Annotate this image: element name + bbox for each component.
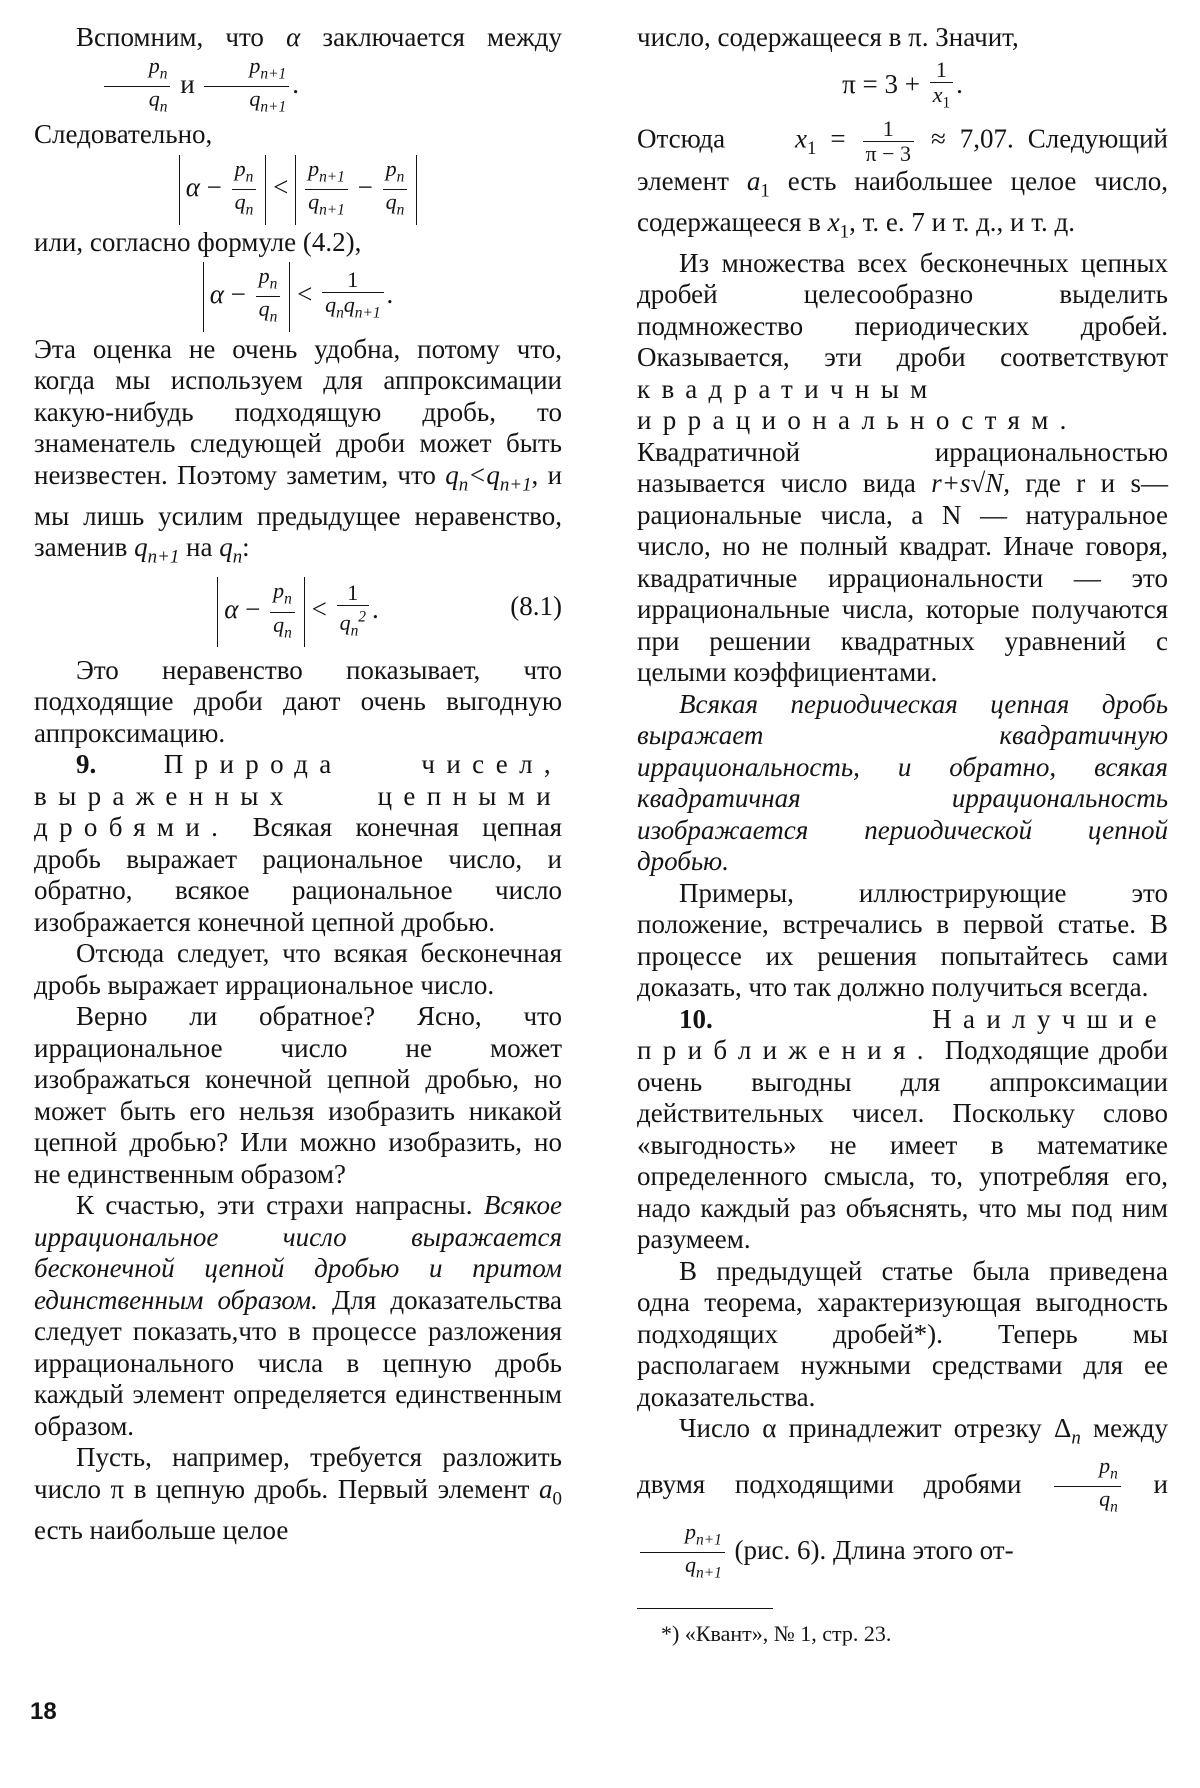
footnote-divider — [637, 1608, 773, 1609]
fraction-pn1-qn1: $\frac{p_{n+1}}{q_{n+1}}$ — [204, 54, 289, 120]
paragraph-recall: Вспомним, что α заключается между $\frac{p_n}{q_n}$ и $\frac{p_{n+1}}{q_{n+1}}$ . — [34, 22, 562, 119]
equation-number: (8.1) — [510, 591, 562, 622]
paragraph-estimate: Эта оценка не очень удобна, потому что, когда мы используем для аппроксимации какую-нибудь подходящую дробь, то знаменатель следующей дроби может быть неизвестен. Поэтому заметим, что $q_n<q_{n+1}$, и мы лишь усилим предыдущее неравенство, заменив $q_{n+1}$ на $q_n$: — [34, 333, 563, 568]
formula-pi: π = 3 + $\frac{1}{x_1}$ . — [842, 56, 963, 111]
paragraph-infinite: Отсюда следует, что всякая бесконечная дробь выражает иррациональное число. — [34, 938, 562, 1000]
paragraph-converse: Верно ли обратное? Ясно, что иррациональное число не может изображаться конечной цепной дробью, но может быть его нельзя изобразить никакой цепной дробью? Или можно изобразить, но не единственным образом? — [34, 1001, 562, 1189]
section-10-title: Наилучшие приближения. — [637, 1003, 1168, 1066]
right-column — [637, 22, 1168, 1647]
paragraph-examples: Примеры, иллюстрирующие это положение, встречались в первой статье. В процессе их решения попытайтесь сами доказать, что так должно получиться всегда. — [637, 877, 1168, 1003]
theorem-periodic: Всякая периодическая цепная дробь выражает квадратичную иррациональность, и обратно, всякая квадратичная иррациональность изображается периодической цепной дробью. — [637, 688, 1168, 877]
formula-inequality-2: α − $\frac{p_n}{q_n}$ < 1 $q_nq_{n+1}$ . — [34, 262, 562, 332]
consequently-text: Следовательно, — [34, 119, 213, 150]
paragraph-theorem-ref: В предыдущей статье была приведена одна теорема, характеризующая выгодность подходящих дробей*). Теперь мы располагаем нужными средствами для ее доказательства. — [637, 1255, 1168, 1412]
paragraph-pi-example: Пусть, например, требуется разложить число π в цепную дробь. Первый элемент $a_0$ есть наибольше целое — [34, 1442, 562, 1545]
section-9-title: Природа чисел, выраженных цепными дробями. — [34, 749, 563, 843]
or-formula-text: или, согласно формуле (4.2), — [34, 226, 362, 257]
paragraph-segment: Число α принадлежит отрезку $\Delta_n$ между двумя подходящими дробями $\frac{p_n}{q_n}$ и $\frac{p_{n+1}}{q_{n+1}}$ (рис. 6). Длина этого от- — [637, 1413, 1168, 1582]
formula-inequality-1: α − $\frac{p_n}{q_n}$ < $\frac{p_{n+1}}{q_{n+1}}$ − $\frac{p_n}{q_n}$ — [34, 155, 562, 225]
page-number: 18 — [30, 1698, 57, 1725]
paragraph-fortunately: К счастью, эти страхи напрасны. Всякое иррациональное число выражается бесконечной цепной дробью и притом единственным образом. Для доказательства следует показать,что в процессе разложения иррационального числа в цепную дробь каждый элемент определяется единственным образом. — [34, 1190, 563, 1441]
formula-8-1: α − $\frac{p_n}{q_n}$ < $\frac{1}{q_n^2}$ . (8.1) — [34, 577, 562, 647]
section-9: 9. Природа чисел, выраженных цепными дробями. Всякая конечная цепная дробь выражает рациональное число, и обратно, всякое рациональное число изображается конечной цепной дробью. — [34, 749, 563, 937]
paragraph-pi-cont: число, содержащееся в π. Значит, — [637, 22, 1019, 52]
theorem-irrational: Всякое иррациональное число выражается бесконечной цепной дробью и притом единственным образом. — [34, 1190, 563, 1315]
footnote: *) «Квант», № 1, стр. 23. — [661, 1620, 892, 1646]
alpha-symbol: α — [286, 22, 301, 52]
paragraph-conclusion: Это неравенство показывает, что подходящие дроби дают очень выгодную аппроксимацию. — [34, 654, 562, 748]
fraction-pn-qn: $\frac{p_n}{q_n}$ — [104, 54, 171, 120]
left-column — [34, 22, 562, 1546]
section-10: 10. Наилучшие приближения. Подходящие дроби очень выгодны для аппроксимации действительных чисел. Поскольку слово «выгодность» не имеет в математике определенного смысла, то, употребляя его, надо каждый раз объяснять, что мы под ним разумеем. — [637, 1003, 1168, 1255]
paragraph-hence: Отсюда $x_1$ = $\frac{1}{\pi - 3}$ ≈ 7,07. Следующий элемент $a_1$ есть наибольшее целое число, содержащееся в $x_1$, т. е. 7 и т. д., и т. д. — [637, 115, 1169, 243]
paragraph-periodic: Из множества всех бесконечных цепных дробей целесообразно выделить подмножество периодических дробей. Оказывается, эти дроби соответствуют квадратичным иррациональностям. Квадратичной иррациональностью называется число вида r+s√N, где r и s— рациональные числа, а N — натуральное число, но не полный квадрат. Иначе говоря, квадратичные иррациональности — это иррациональные числа, которые получаются при решении квадратных уравнений с целыми коэффициентами. — [637, 247, 1168, 688]
